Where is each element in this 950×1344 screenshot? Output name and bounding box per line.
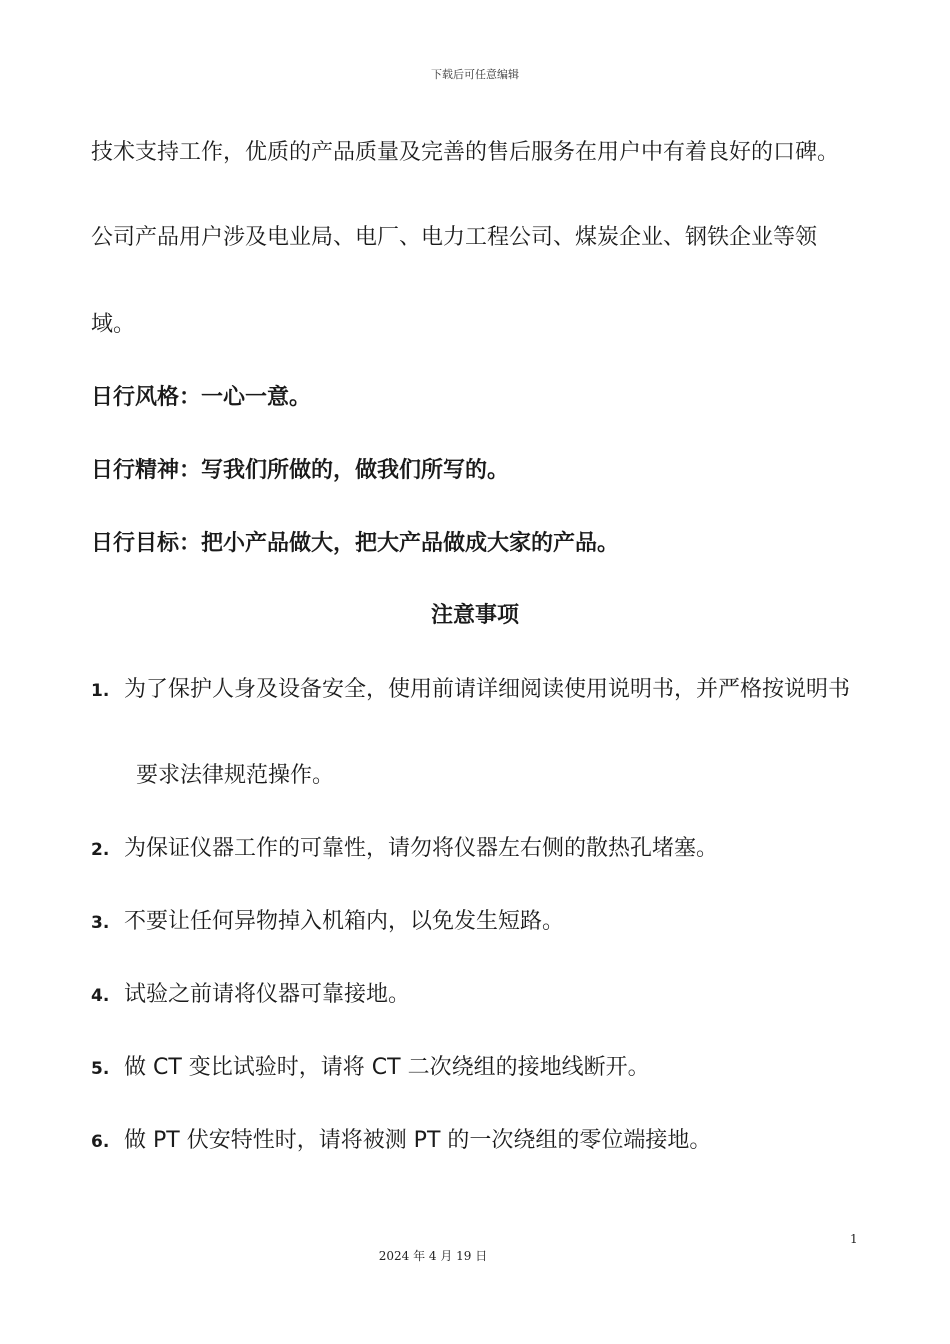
list-item-text: 做 CT 变比试验时，请将 CT 二次绕组的接地线断开。 xyxy=(124,1055,650,1080)
list-item-continuation: 要求法律规范操作。 xyxy=(136,763,335,788)
list-item-number: 6. xyxy=(91,1132,110,1152)
list-item xyxy=(91,907,564,938)
list-item xyxy=(91,980,410,1011)
list-item-text: 做 PT 伏安特性时，请将被测 PT 的一次绕组的零位端接地。 xyxy=(124,1128,712,1153)
list-item-text: 试验之前请将仪器可靠接地。 xyxy=(124,982,411,1007)
list-item xyxy=(91,1053,650,1084)
list-item-number: 5. xyxy=(91,1059,110,1079)
notes-title: 注意事项 xyxy=(430,603,519,628)
list-item-number: 3. xyxy=(91,913,110,933)
list-item xyxy=(91,675,850,706)
intro-line-3: 域。 xyxy=(91,312,136,337)
list-item-number: 1. xyxy=(91,681,110,701)
list-item-text: 为保证仪器工作的可靠性，请勿将仪器左右侧的散热孔堵塞。 xyxy=(124,836,719,861)
motto-style: 日行风格：一心一意。 xyxy=(91,385,312,410)
footer-date: 2024 年 4 月 19 日 xyxy=(378,1249,488,1263)
page-header: 下载后可任意编辑 xyxy=(431,68,519,81)
intro-line-1: 技术支持工作，优质的产品质量及完善的售后服务在用户中有着良好的口碑。 xyxy=(91,140,840,165)
page-number: 1 xyxy=(850,1232,858,1246)
list-item-number: 4. xyxy=(91,986,110,1006)
motto-goal: 日行目标：把小产品做大，把大产品做成大家的产品。 xyxy=(91,531,620,556)
list-item xyxy=(91,834,718,865)
list-item xyxy=(91,1126,711,1157)
list-item-text: 不要让任何异物掉入机箱内，以免发生短路。 xyxy=(124,909,565,934)
list-item-text: 为了保护人身及设备安全，使用前请详细阅读使用说明书，并严格按说明书 xyxy=(124,677,851,702)
list-item-number: 2. xyxy=(91,840,110,860)
intro-line-2: 公司产品用户涉及电业局、电厂、电力工程公司、煤炭企业、钢铁企业等领 xyxy=(91,225,818,250)
motto-spirit: 日行精神：写我们所做的，做我们所写的。 xyxy=(91,458,510,483)
